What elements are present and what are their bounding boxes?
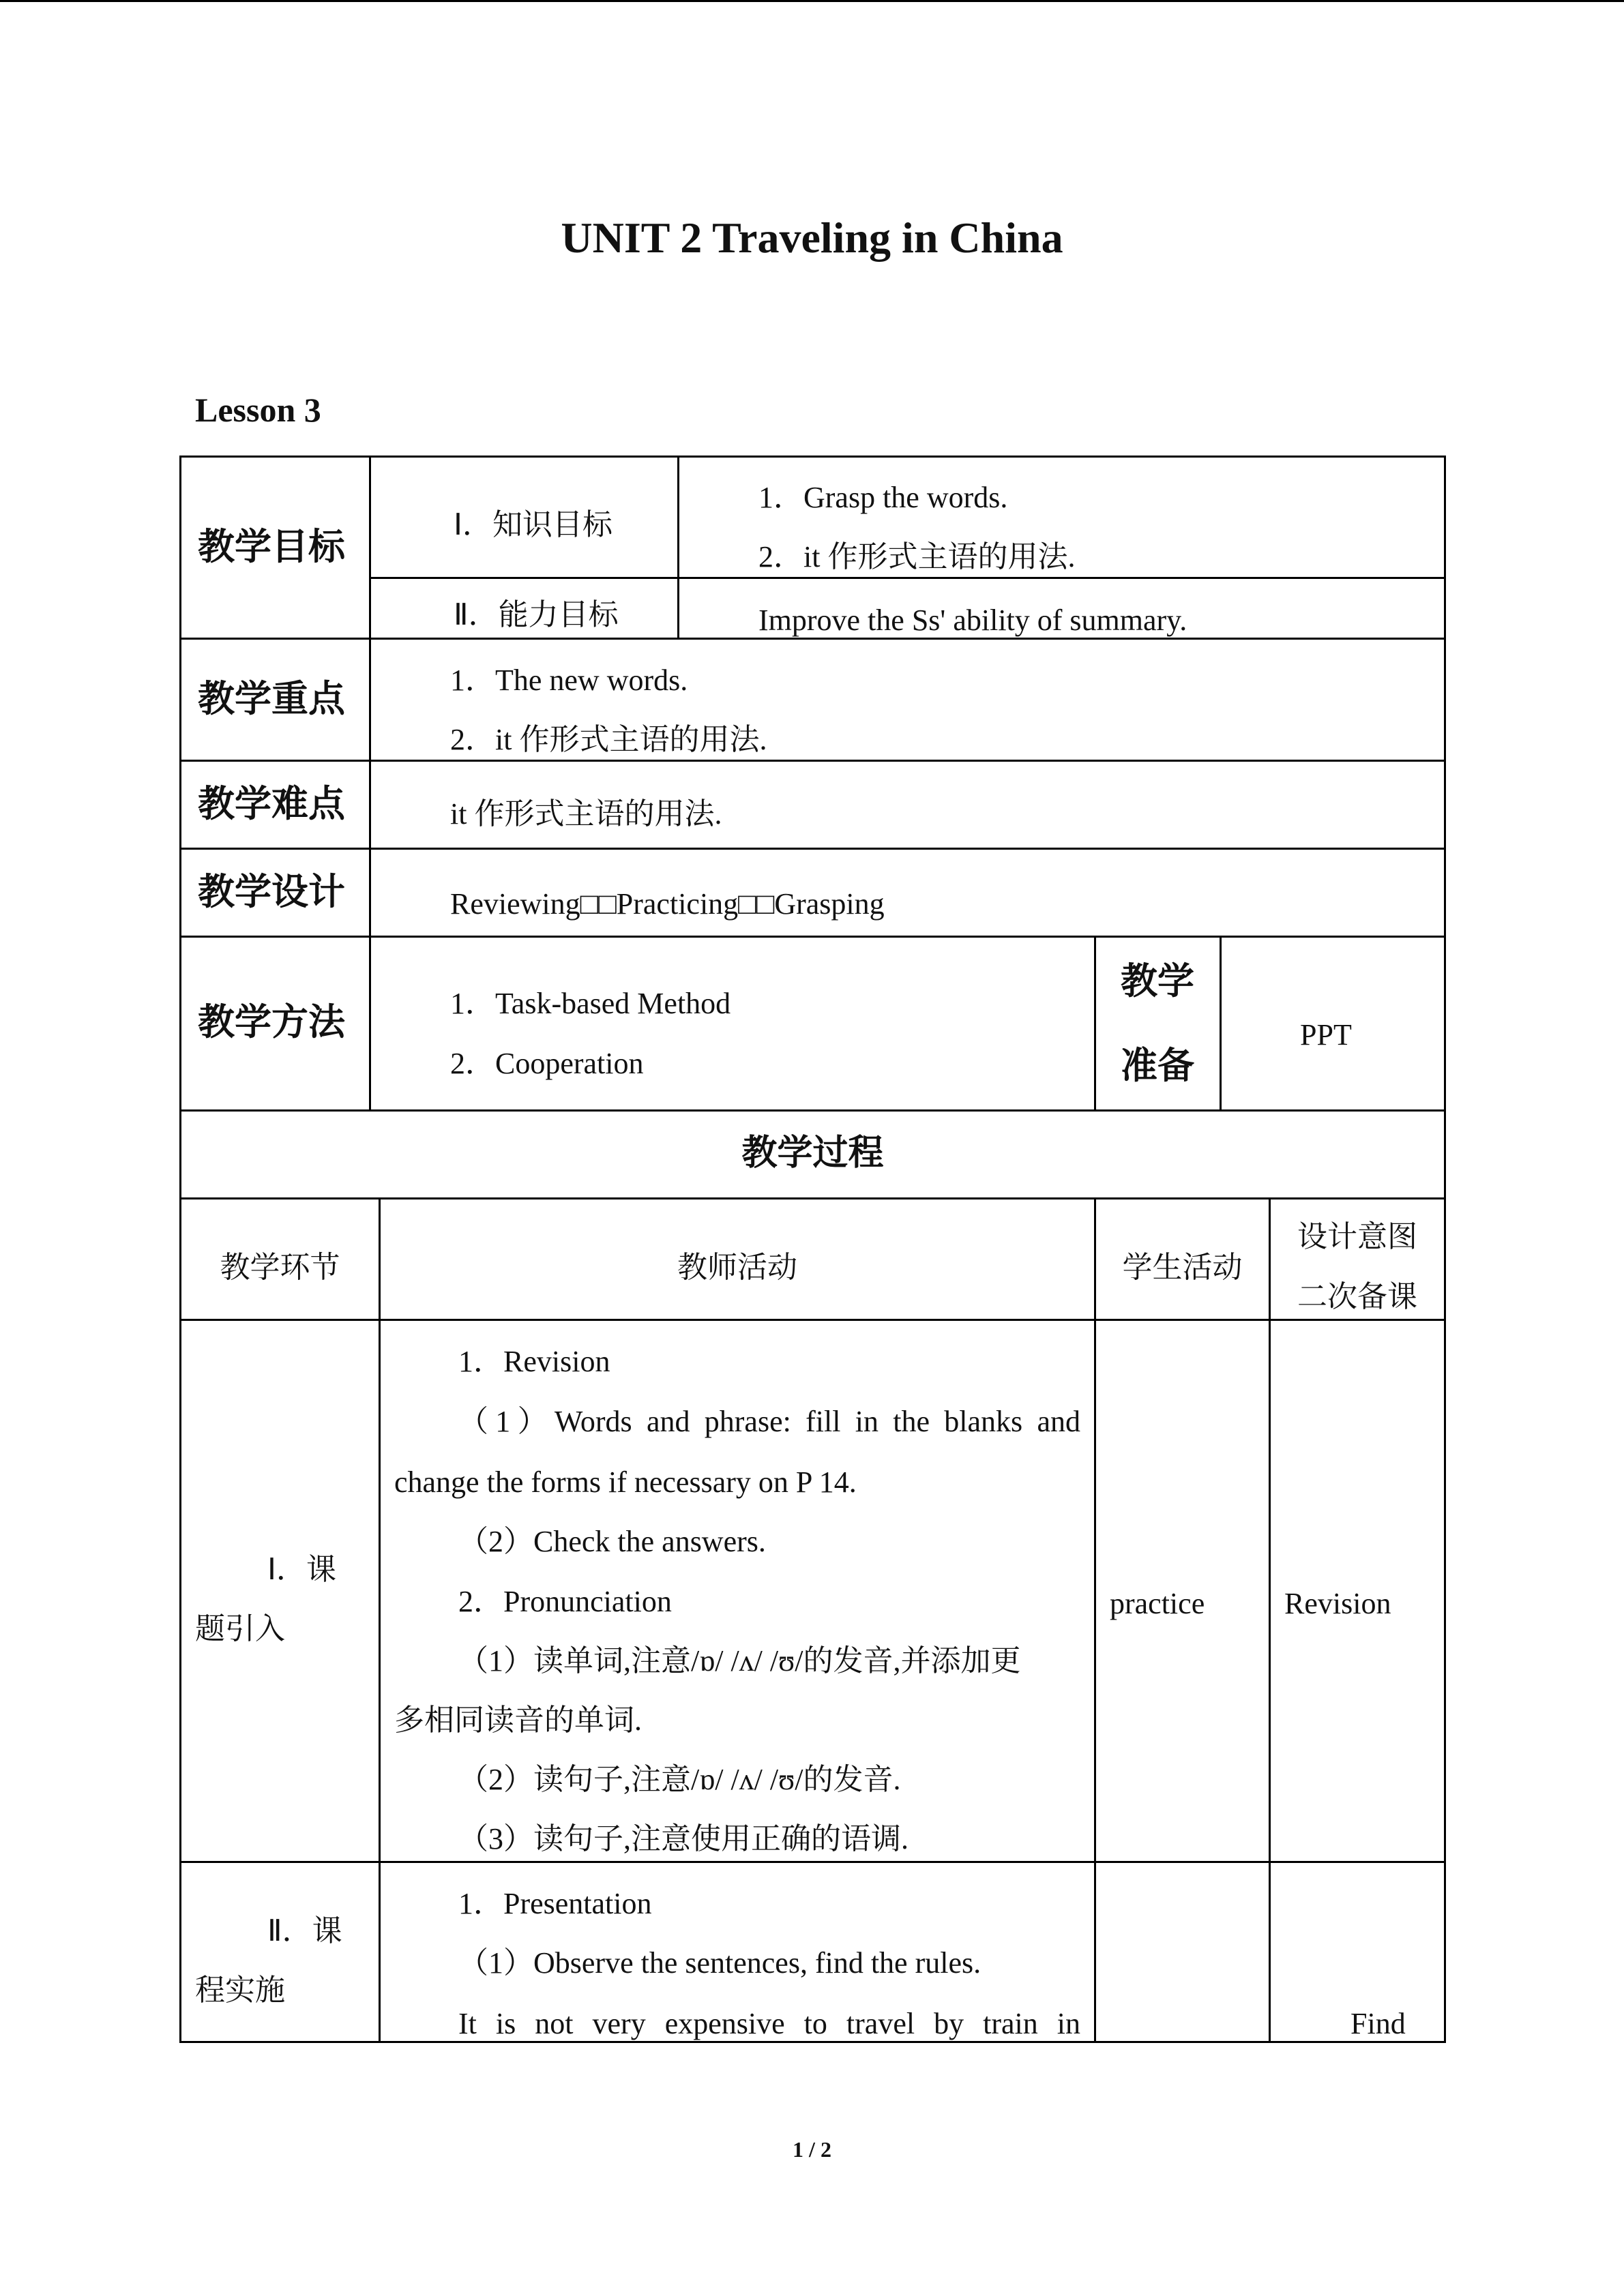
stage-label: 题引入 <box>195 1611 285 1646</box>
knowledge-goal-item: 2．it 作形式主语的用法. <box>758 540 1076 573</box>
design-text: Reviewing□□Practicing□□Grasping <box>450 887 885 921</box>
page-number: 1 / 2 <box>793 2137 831 2162</box>
teacher-activity-line: （1）Observe the sentences, find the rules. <box>458 1946 981 1980</box>
stage-label: Ⅰ．课 <box>267 1552 336 1587</box>
methods-label: 教学方法 <box>198 1000 345 1043</box>
preparation-label: 准备 <box>1121 1044 1194 1087</box>
teacher-activity-line: 1．Presentation <box>458 1887 652 1920</box>
stage-label: Ⅱ．课 <box>267 1913 342 1948</box>
key-point-item: 2．it 作形式主语的用法. <box>450 723 767 756</box>
design-intent: Find <box>1350 2007 1406 2040</box>
difficult-points-label: 教学难点 <box>198 782 345 825</box>
method-item: 2．Cooperation <box>450 1047 644 1080</box>
header-student-activity: 学生活动 <box>1122 1250 1243 1285</box>
teacher-activity-line: （3）读句子,注意使用正确的语调. <box>458 1822 909 1855</box>
teacher-activity-line: （1）Words and phrase: fill in the blanks and <box>458 1405 1080 1438</box>
teacher-activity-line: 1．Revision <box>458 1345 610 1378</box>
ability-goal-label: Ⅱ．能力目标 <box>454 597 619 632</box>
header-second-prep: 二次备课 <box>1297 1279 1417 1314</box>
method-item: 1．Task-based Method <box>450 987 731 1020</box>
lesson-heading: Lesson 3 <box>195 391 321 429</box>
student-activity: practice <box>1110 1587 1205 1620</box>
teacher-activity-line: （2）读句子,注意/ɒ/ /ʌ/ /ʊ/的发音. <box>458 1763 901 1796</box>
teacher-activity-line: （2）Check the answers. <box>458 1525 766 1558</box>
ability-goal-text: Improve the Ss' ability of summary. <box>758 603 1187 637</box>
page-title: UNIT 2 Traveling in China <box>561 213 1063 262</box>
stage-label: 程实施 <box>195 1973 285 2008</box>
teacher-activity-line: （1）读单词,注意/ɒ/ /ʌ/ /ʊ/的发音,并添加更 <box>458 1644 1021 1678</box>
page-top-border <box>0 0 1624 2</box>
preparation-value: PPT <box>1300 1018 1352 1052</box>
process-title: 教学过程 <box>741 1133 884 1174</box>
difficult-points-text: it 作形式主语的用法. <box>450 797 722 831</box>
key-point-item: 1．The new words. <box>450 664 688 697</box>
objectives-label: 教学目标 <box>198 525 345 568</box>
design-label: 教学设计 <box>198 870 345 913</box>
key-points-label: 教学重点 <box>198 677 345 720</box>
teacher-activity-line: It is not very expensive to travel by train in <box>458 2007 1080 2040</box>
knowledge-goal-item: 1．Grasp the words. <box>758 481 1008 514</box>
teacher-activity-line: 2．Pronunciation <box>458 1585 672 1618</box>
knowledge-goal-label: Ⅰ．知识目标 <box>454 507 612 542</box>
design-intent: Revision <box>1284 1587 1391 1620</box>
preparation-label: 教学 <box>1121 959 1194 1002</box>
header-teacher-activity: 教师活动 <box>677 1250 797 1285</box>
header-design-intent: 设计意图 <box>1297 1219 1417 1254</box>
header-stage: 教学环节 <box>220 1250 340 1285</box>
teacher-activity-line: 多相同读音的单词. <box>394 1703 642 1737</box>
teacher-activity-line: change the forms if necessary on P 14. <box>394 1465 857 1499</box>
